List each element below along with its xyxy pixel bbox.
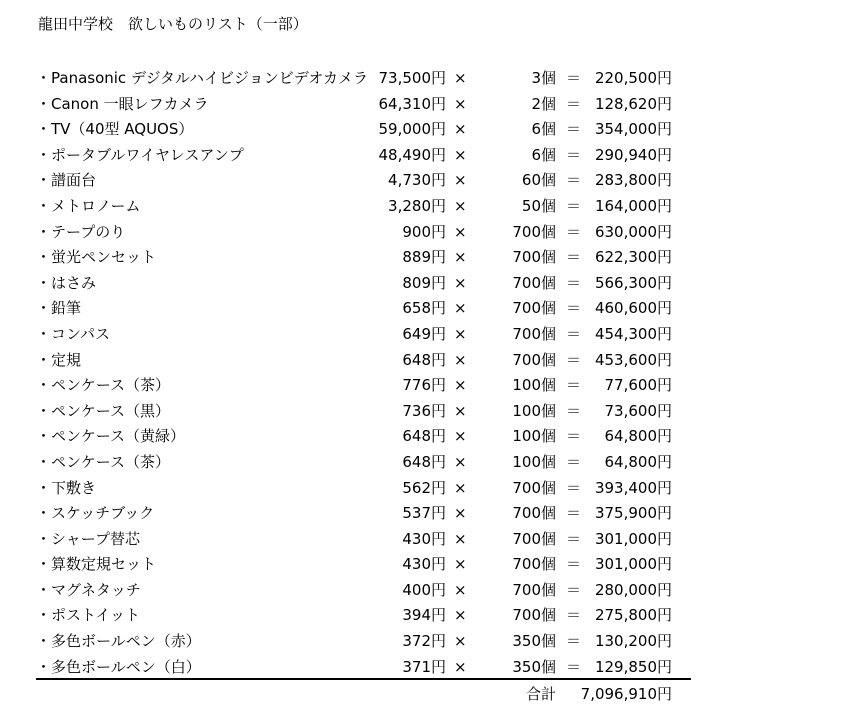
list-item <box>36 501 690 527</box>
item-name: ・はさみ <box>36 273 97 292</box>
item-name: ・ペンケース（茶） <box>36 376 170 395</box>
item-unit-price: 3,280円 <box>388 196 446 215</box>
item-subtotal: 460,600円 <box>594 299 672 318</box>
equals-sign: ＝ <box>566 120 582 139</box>
equals-sign: ＝ <box>566 632 582 651</box>
times-sign: × <box>454 350 467 369</box>
item-quantity: 700個 <box>512 504 556 523</box>
item-unit-price: 648円 <box>402 452 446 471</box>
times-sign: × <box>454 478 467 497</box>
item-subtotal: 454,300円 <box>594 324 672 343</box>
times-sign: × <box>454 248 467 267</box>
equals-sign: ＝ <box>566 580 582 599</box>
item-name: ・メトロノーム <box>36 196 141 215</box>
list-item <box>36 527 690 553</box>
item-subtotal: 280,000円 <box>594 580 672 599</box>
times-sign: × <box>454 452 467 471</box>
item-quantity: 50個 <box>521 196 556 215</box>
times-sign: × <box>454 145 467 164</box>
total-divider <box>36 678 691 680</box>
equals-sign: ＝ <box>566 222 582 241</box>
item-subtotal: 164,000円 <box>594 196 672 215</box>
equals-sign: ＝ <box>566 171 582 190</box>
equals-sign: ＝ <box>566 376 582 395</box>
times-sign: × <box>454 196 467 215</box>
list-item <box>36 322 690 348</box>
item-quantity: 700個 <box>512 529 556 548</box>
item-unit-price: 59,000円 <box>378 120 446 139</box>
item-unit-price: 889円 <box>402 248 446 267</box>
item-name: ・多色ボールペン（赤） <box>36 632 201 651</box>
item-subtotal: 129,850円 <box>594 657 672 676</box>
item-quantity: 700個 <box>512 350 556 369</box>
item-name: ・コンパス <box>36 324 110 343</box>
item-name: ・スケッチブック <box>36 504 155 523</box>
item-quantity: 700個 <box>512 222 556 241</box>
item-subtotal: 290,940円 <box>594 145 672 164</box>
item-subtotal: 77,600円 <box>604 376 672 395</box>
item-subtotal: 283,800円 <box>594 171 672 190</box>
item-unit-price: 64,310円 <box>378 94 446 113</box>
list-item <box>36 399 690 425</box>
times-sign: × <box>454 555 467 574</box>
item-quantity: 100個 <box>512 401 556 420</box>
item-unit-price: 430円 <box>402 555 446 574</box>
list-item <box>36 476 690 502</box>
item-unit-price: 372円 <box>402 632 446 651</box>
item-subtotal: 301,000円 <box>594 555 672 574</box>
times-sign: × <box>454 529 467 548</box>
equals-sign: ＝ <box>566 350 582 369</box>
item-quantity: 700個 <box>512 606 556 625</box>
item-subtotal: 64,800円 <box>604 452 672 471</box>
times-sign: × <box>454 120 467 139</box>
list-item <box>36 578 690 604</box>
item-subtotal: 128,620円 <box>594 94 672 113</box>
item-unit-price: 649円 <box>402 324 446 343</box>
item-name: ・Canon 一眼レフカメラ <box>36 94 209 113</box>
item-unit-price: 371円 <box>402 657 446 676</box>
item-unit-price: 73,500円 <box>378 69 446 87</box>
equals-sign: ＝ <box>566 555 582 574</box>
item-subtotal: 275,800円 <box>594 606 672 625</box>
item-quantity: 700個 <box>512 324 556 343</box>
item-quantity: 6個 <box>531 120 556 139</box>
equals-sign: ＝ <box>566 196 582 215</box>
item-name: ・定規 <box>36 350 82 369</box>
item-subtotal: 354,000円 <box>594 120 672 139</box>
item-subtotal: 130,200円 <box>594 632 672 651</box>
times-sign: × <box>454 171 467 190</box>
times-sign: × <box>454 69 467 87</box>
times-sign: × <box>454 632 467 651</box>
item-name: ・譜面台 <box>36 171 97 190</box>
item-name: ・多色ボールペン（白） <box>36 657 201 676</box>
item-quantity: 350個 <box>512 632 556 651</box>
item-unit-price: 648円 <box>402 427 446 446</box>
item-unit-price: 648円 <box>402 350 446 369</box>
equals-sign: ＝ <box>566 529 582 548</box>
list-item <box>36 271 690 297</box>
item-name: ・鉛筆 <box>36 299 82 318</box>
list-item <box>36 220 690 246</box>
item-quantity: 100個 <box>512 427 556 446</box>
times-sign: × <box>454 94 467 113</box>
list-item <box>36 603 690 629</box>
item-name: ・ペンケース（茶） <box>36 452 170 471</box>
equals-sign: ＝ <box>566 324 582 343</box>
equals-sign: ＝ <box>566 145 582 164</box>
list-item <box>36 373 690 399</box>
item-subtotal: 393,400円 <box>594 478 672 497</box>
list-item <box>36 66 690 92</box>
times-sign: × <box>454 222 467 241</box>
item-quantity: 700個 <box>512 478 556 497</box>
item-unit-price: 658円 <box>402 299 446 318</box>
item-subtotal: 220,500円 <box>594 69 672 87</box>
item-unit-price: 900円 <box>402 222 446 241</box>
list-item <box>36 194 690 220</box>
times-sign: × <box>454 580 467 599</box>
equals-sign: ＝ <box>566 504 582 523</box>
equals-sign: ＝ <box>566 69 582 87</box>
equals-sign: ＝ <box>566 94 582 113</box>
times-sign: × <box>454 504 467 523</box>
times-sign: × <box>454 606 467 625</box>
item-unit-price: 48,490円 <box>378 145 446 164</box>
times-sign: × <box>454 427 467 446</box>
item-name: ・ペンケース（黄緑） <box>36 427 185 446</box>
equals-sign: ＝ <box>566 299 582 318</box>
item-unit-price: 4,730円 <box>388 171 446 190</box>
total-value: 7,096,910円 <box>580 685 672 703</box>
list-item <box>36 245 690 271</box>
item-unit-price: 776円 <box>402 376 446 395</box>
item-quantity: 2個 <box>531 94 556 113</box>
times-sign: × <box>454 324 467 343</box>
times-sign: × <box>454 401 467 420</box>
item-quantity: 100個 <box>512 376 556 395</box>
list-item <box>36 348 690 374</box>
times-sign: × <box>454 273 467 292</box>
list-item <box>36 552 690 578</box>
item-name: ・マグネタッチ <box>36 580 141 599</box>
equals-sign: ＝ <box>566 273 582 292</box>
item-unit-price: 430円 <box>402 529 446 548</box>
item-name: ・Panasonic デジタルハイビジョンビデオカメラ <box>36 69 368 87</box>
equals-sign: ＝ <box>566 401 582 420</box>
item-subtotal: 73,600円 <box>604 401 672 420</box>
document-title: 龍田中学校 欲しいものリスト（一部） <box>38 15 308 33</box>
item-name: ・シャープ替芯 <box>36 529 140 548</box>
item-unit-price: 537円 <box>402 504 446 523</box>
times-sign: × <box>454 376 467 395</box>
list-item <box>36 92 690 118</box>
item-quantity: 350個 <box>512 657 556 676</box>
item-name: ・テープのり <box>36 222 126 241</box>
equals-sign: ＝ <box>566 248 582 267</box>
item-name: ・ポストイット <box>36 606 140 625</box>
item-subtotal: 566,300円 <box>594 273 672 292</box>
item-quantity: 700個 <box>512 273 556 292</box>
item-subtotal: 64,800円 <box>604 427 672 446</box>
item-subtotal: 630,000円 <box>594 222 672 241</box>
equals-sign: ＝ <box>566 427 582 446</box>
list-item <box>36 117 690 143</box>
item-name: ・蛍光ペンセット <box>36 248 157 267</box>
equals-sign: ＝ <box>566 478 582 497</box>
item-name: ・TV（40型 AQUOS） <box>36 120 194 139</box>
list-item <box>36 629 690 655</box>
item-subtotal: 453,600円 <box>594 350 672 369</box>
list-item <box>36 143 690 169</box>
item-subtotal: 622,300円 <box>594 248 672 267</box>
item-name: ・ポータブルワイヤレスアンプ <box>36 145 244 164</box>
item-quantity: 700個 <box>512 555 556 574</box>
equals-sign: ＝ <box>566 657 582 676</box>
list-item <box>36 450 690 476</box>
item-quantity: 700個 <box>512 299 556 318</box>
item-name: ・下敷き <box>36 478 97 497</box>
total-label: 合計 <box>526 685 557 703</box>
item-unit-price: 400円 <box>402 580 446 599</box>
times-sign: × <box>454 657 467 676</box>
item-unit-price: 562円 <box>402 478 446 497</box>
item-quantity: 100個 <box>512 452 556 471</box>
item-quantity: 700個 <box>512 580 556 599</box>
list-item <box>36 655 690 681</box>
item-quantity: 3個 <box>531 69 556 87</box>
list-item <box>36 296 690 322</box>
item-unit-price: 394円 <box>402 606 446 625</box>
item-subtotal: 375,900円 <box>594 504 672 523</box>
item-name: ・ペンケース（黒） <box>36 401 170 420</box>
item-name: ・算数定規セット <box>36 555 157 574</box>
item-quantity: 700個 <box>512 248 556 267</box>
list-item <box>36 168 690 194</box>
equals-sign: ＝ <box>566 452 582 471</box>
item-unit-price: 809円 <box>402 273 446 292</box>
times-sign: × <box>454 299 467 318</box>
item-quantity: 60個 <box>521 171 556 190</box>
item-unit-price: 736円 <box>402 401 446 420</box>
equals-sign: ＝ <box>566 606 582 625</box>
item-subtotal: 301,000円 <box>594 529 672 548</box>
list-item <box>36 424 690 450</box>
item-list <box>36 66 690 680</box>
item-quantity: 6個 <box>531 145 556 164</box>
